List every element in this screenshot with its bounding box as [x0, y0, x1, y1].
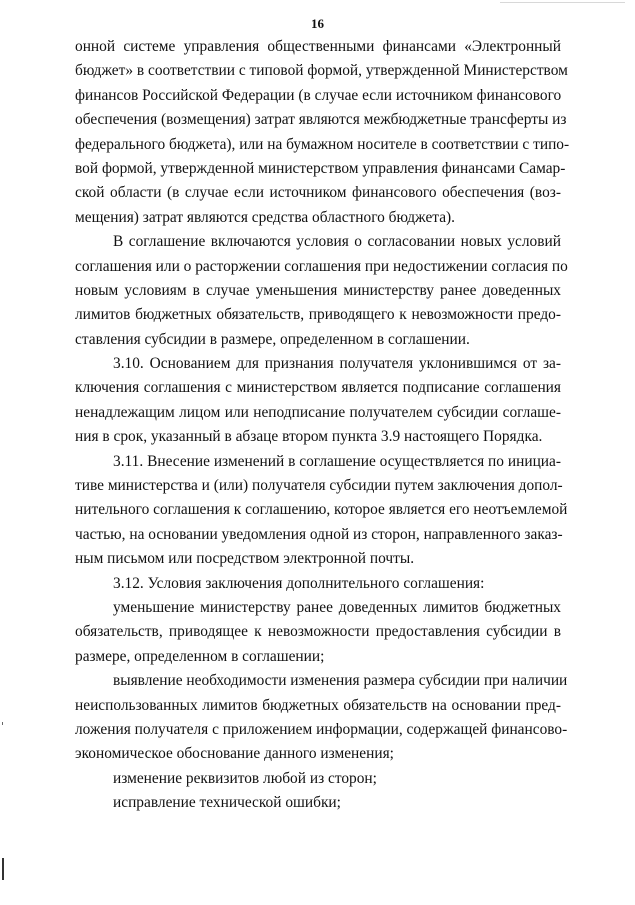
- text-line: мещения) затрат являются средства областного бюджета).: [75, 208, 456, 226]
- text-line: 3.12. Условия заключения дополнительного соглашения:: [113, 574, 485, 592]
- text-line: онной системе управления общественными финансами «Электронный: [75, 38, 561, 55]
- text-line: лимитов бюджетных обязательств, приводящего к невозможности предо-: [75, 306, 561, 324]
- text-line: уменьшение министерству ранее доведенных лимитов бюджетных: [113, 598, 561, 616]
- text-line: ным письмом или посредством электронной почты.: [75, 550, 415, 568]
- text-line: новым условиям в случае уменьшения министерству ранее доведенных: [75, 281, 561, 299]
- text-line: тиве министерства и (или) получателя субсидии путем заключения допол-: [75, 477, 563, 495]
- text-line: размере, определенном в соглашении;: [75, 647, 325, 665]
- text-line: ложения получателя с приложением информации, содержащей финансово-: [75, 720, 568, 738]
- page-number: 16: [311, 16, 324, 31]
- text-line: ния в срок, указанный в абзаце втором пункта 3.9 настоящего Порядка.: [75, 428, 543, 446]
- text-line: ключения соглашения с министерством является подписание соглашения: [75, 379, 561, 397]
- text-line: обеспечения (возмещения) затрат являются межбюджетные трансферты из: [75, 111, 567, 129]
- text-line: исправление технической ошибки;: [113, 794, 341, 812]
- text-line: неиспользованных лимитов бюджетных обязательств на основании пред-: [75, 696, 561, 714]
- document-body: [75, 35, 570, 816]
- text-line: 3.10. Основанием для признания получателя уклонившимся от за-: [113, 355, 561, 373]
- text-line: 3.11. Внесение изменений в соглашение осуществляется по инициа-: [113, 452, 561, 470]
- text-line: нительного соглашения к соглашению, которое является его неотъемлемой: [75, 501, 568, 519]
- scan-mark: [2, 722, 3, 725]
- text-line: изменение реквизитов любой из сторон;: [113, 769, 377, 787]
- text-line: ненадлежащим лицом или неподписание получателем субсидии соглаше-: [75, 403, 561, 421]
- text-line: вой формой, утвержденной министерством управления финансами Самар-: [75, 159, 566, 177]
- text-line: ской области (в случае если источником финансового обеспечения (воз-: [75, 184, 561, 202]
- text-line: соглашения или о расторжении соглашения при недостижении согласия по: [75, 257, 568, 275]
- text-line: федерального бюджета), или на бумажном носителе в соответствии с типо-: [75, 135, 570, 153]
- text-line: частью, на основании уведомления одной из сторон, направленного заказ-: [75, 525, 563, 543]
- text-line: В соглашение включаются условия о согласовании новых условий: [113, 233, 561, 251]
- text-line: финансов Российской Федерации (в случае если источником финансового: [75, 86, 562, 104]
- text-line: экономическое обоснование данного изменения;: [75, 745, 394, 763]
- scan-mark: [2, 858, 4, 880]
- text-line: бюджет» в соответствии с типовой формой, утвержденной Министерством: [75, 62, 568, 80]
- text-line: обязательств, приводящее к невозможности предоставления субсидии в: [75, 623, 561, 641]
- top-scan-rule: [500, 2, 625, 3]
- text-line: выявление необходимости изменения размера субсидии при наличии: [113, 672, 568, 690]
- text-line: ставления субсидии в размере, определенном в соглашении.: [75, 330, 470, 348]
